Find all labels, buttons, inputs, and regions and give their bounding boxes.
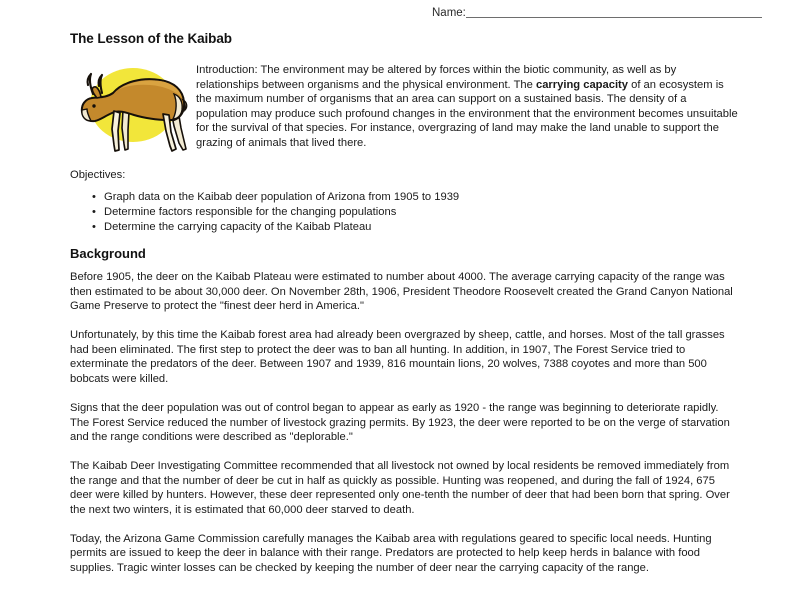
bullet-icon: • [92, 191, 96, 203]
name-input-line[interactable] [466, 17, 762, 18]
objectives-label: Objectives: [70, 169, 126, 181]
deer-horn-front [88, 74, 93, 94]
bullet-icon: • [92, 206, 96, 218]
paragraph: Signs that the deer population was out of control began to appear as early as 1920 - the range was beginning to deteriorate rapidly. The Forest Service reduced the number of livestock grazing permits. By 1923, the deer were reported to be on the verge of starvation and the range conditions were described as "deplorable." [70, 401, 730, 444]
introduction-paragraph [196, 63, 738, 151]
list-item [70, 220, 690, 235]
intro-bold-term: carrying capacity [535, 78, 629, 91]
deer-eye [92, 104, 95, 107]
bullet-icon: • [92, 221, 96, 233]
paragraph: Today, the Arizona Game Commission carefully manages the Kaibab area with regulations geared to specific local needs. Hunting permits are issued to keep the deer in balance with their range. Predators are protected to help keep herds in balance with food supplies. Tragic winter losses can be checked by keeping the number of deer near the carrying capacity of the range. [70, 532, 712, 575]
name-label: Name: [432, 7, 466, 19]
intro-text-part-2: of an ecosystem is the maximum number of organisms that an area can support on a sustained basis. The density of a population may produce such profound changes in the environment that the environment becomes unsuitable for the survival of that species. For instance, overgrazing of land may make the land unable to support the grazing of animals that lived there. [196, 78, 738, 149]
objective-text: Determine the carrying capacity of the Kaibab Plateau [104, 221, 372, 233]
paragraph: The Kaibab Deer Investigating Committee recommended that all livestock not owned by local residents be removed immediately from the range and that the number of deer be cut in half as quickly as possible. Hunting was reopened, and during the fall of 1924, 675 deer were killed by hunters. However, these deer represented only one-tenth the number of deer that had been born that spring. Over the next two winters, it is estimated that 60,000 deer starved to death. [70, 460, 730, 516]
deer-front-leg-near [112, 111, 120, 151]
intro-text-part-1: Introduction: The environment may be altered by forces within the biotic community, as well as by relationships between organisms and the physical environment. The [196, 64, 677, 91]
objective-text: Graph data on the Kaibab deer population of Arizona from 1905 to 1939 [104, 191, 460, 203]
name-field-row [432, 7, 762, 20]
paragraph: Unfortunately, by this time the Kaibab forest area had already been overgrazed by sheep, cattle, and horses. Most of the tall grasses had been eliminated. The first step to protect the deer was to ban all hunting. In addition, in 1907, The Forest Service tried to exterminate the predators of the deer. Between 1907 and 1939, 816 mountain lions, 20 wolves, 7388 coyotes and more than 500 bobcats were killed. [70, 329, 725, 385]
background-body [70, 270, 738, 590]
list-item [70, 190, 690, 205]
section-heading-background: Background [70, 246, 146, 261]
paragraph: Before 1905, the deer on the Kaibab Plateau were estimated to number about 4000. The average carrying capacity of the range was then estimated to be about 30,000 deer. On November 28th, 1906, President Theodore Roosevelt created the Grand Canyon National Game Preserve to protect the "finest deer herd in America." [70, 271, 733, 313]
deer-front-leg-far [122, 110, 129, 150]
list-item [70, 205, 690, 220]
objectives-list [70, 190, 690, 235]
page-title: The Lesson of the Kaibab [70, 31, 232, 46]
objective-text: Determine factors responsible for the changing populations [104, 206, 397, 218]
grazing-deer-illustration [70, 58, 192, 153]
